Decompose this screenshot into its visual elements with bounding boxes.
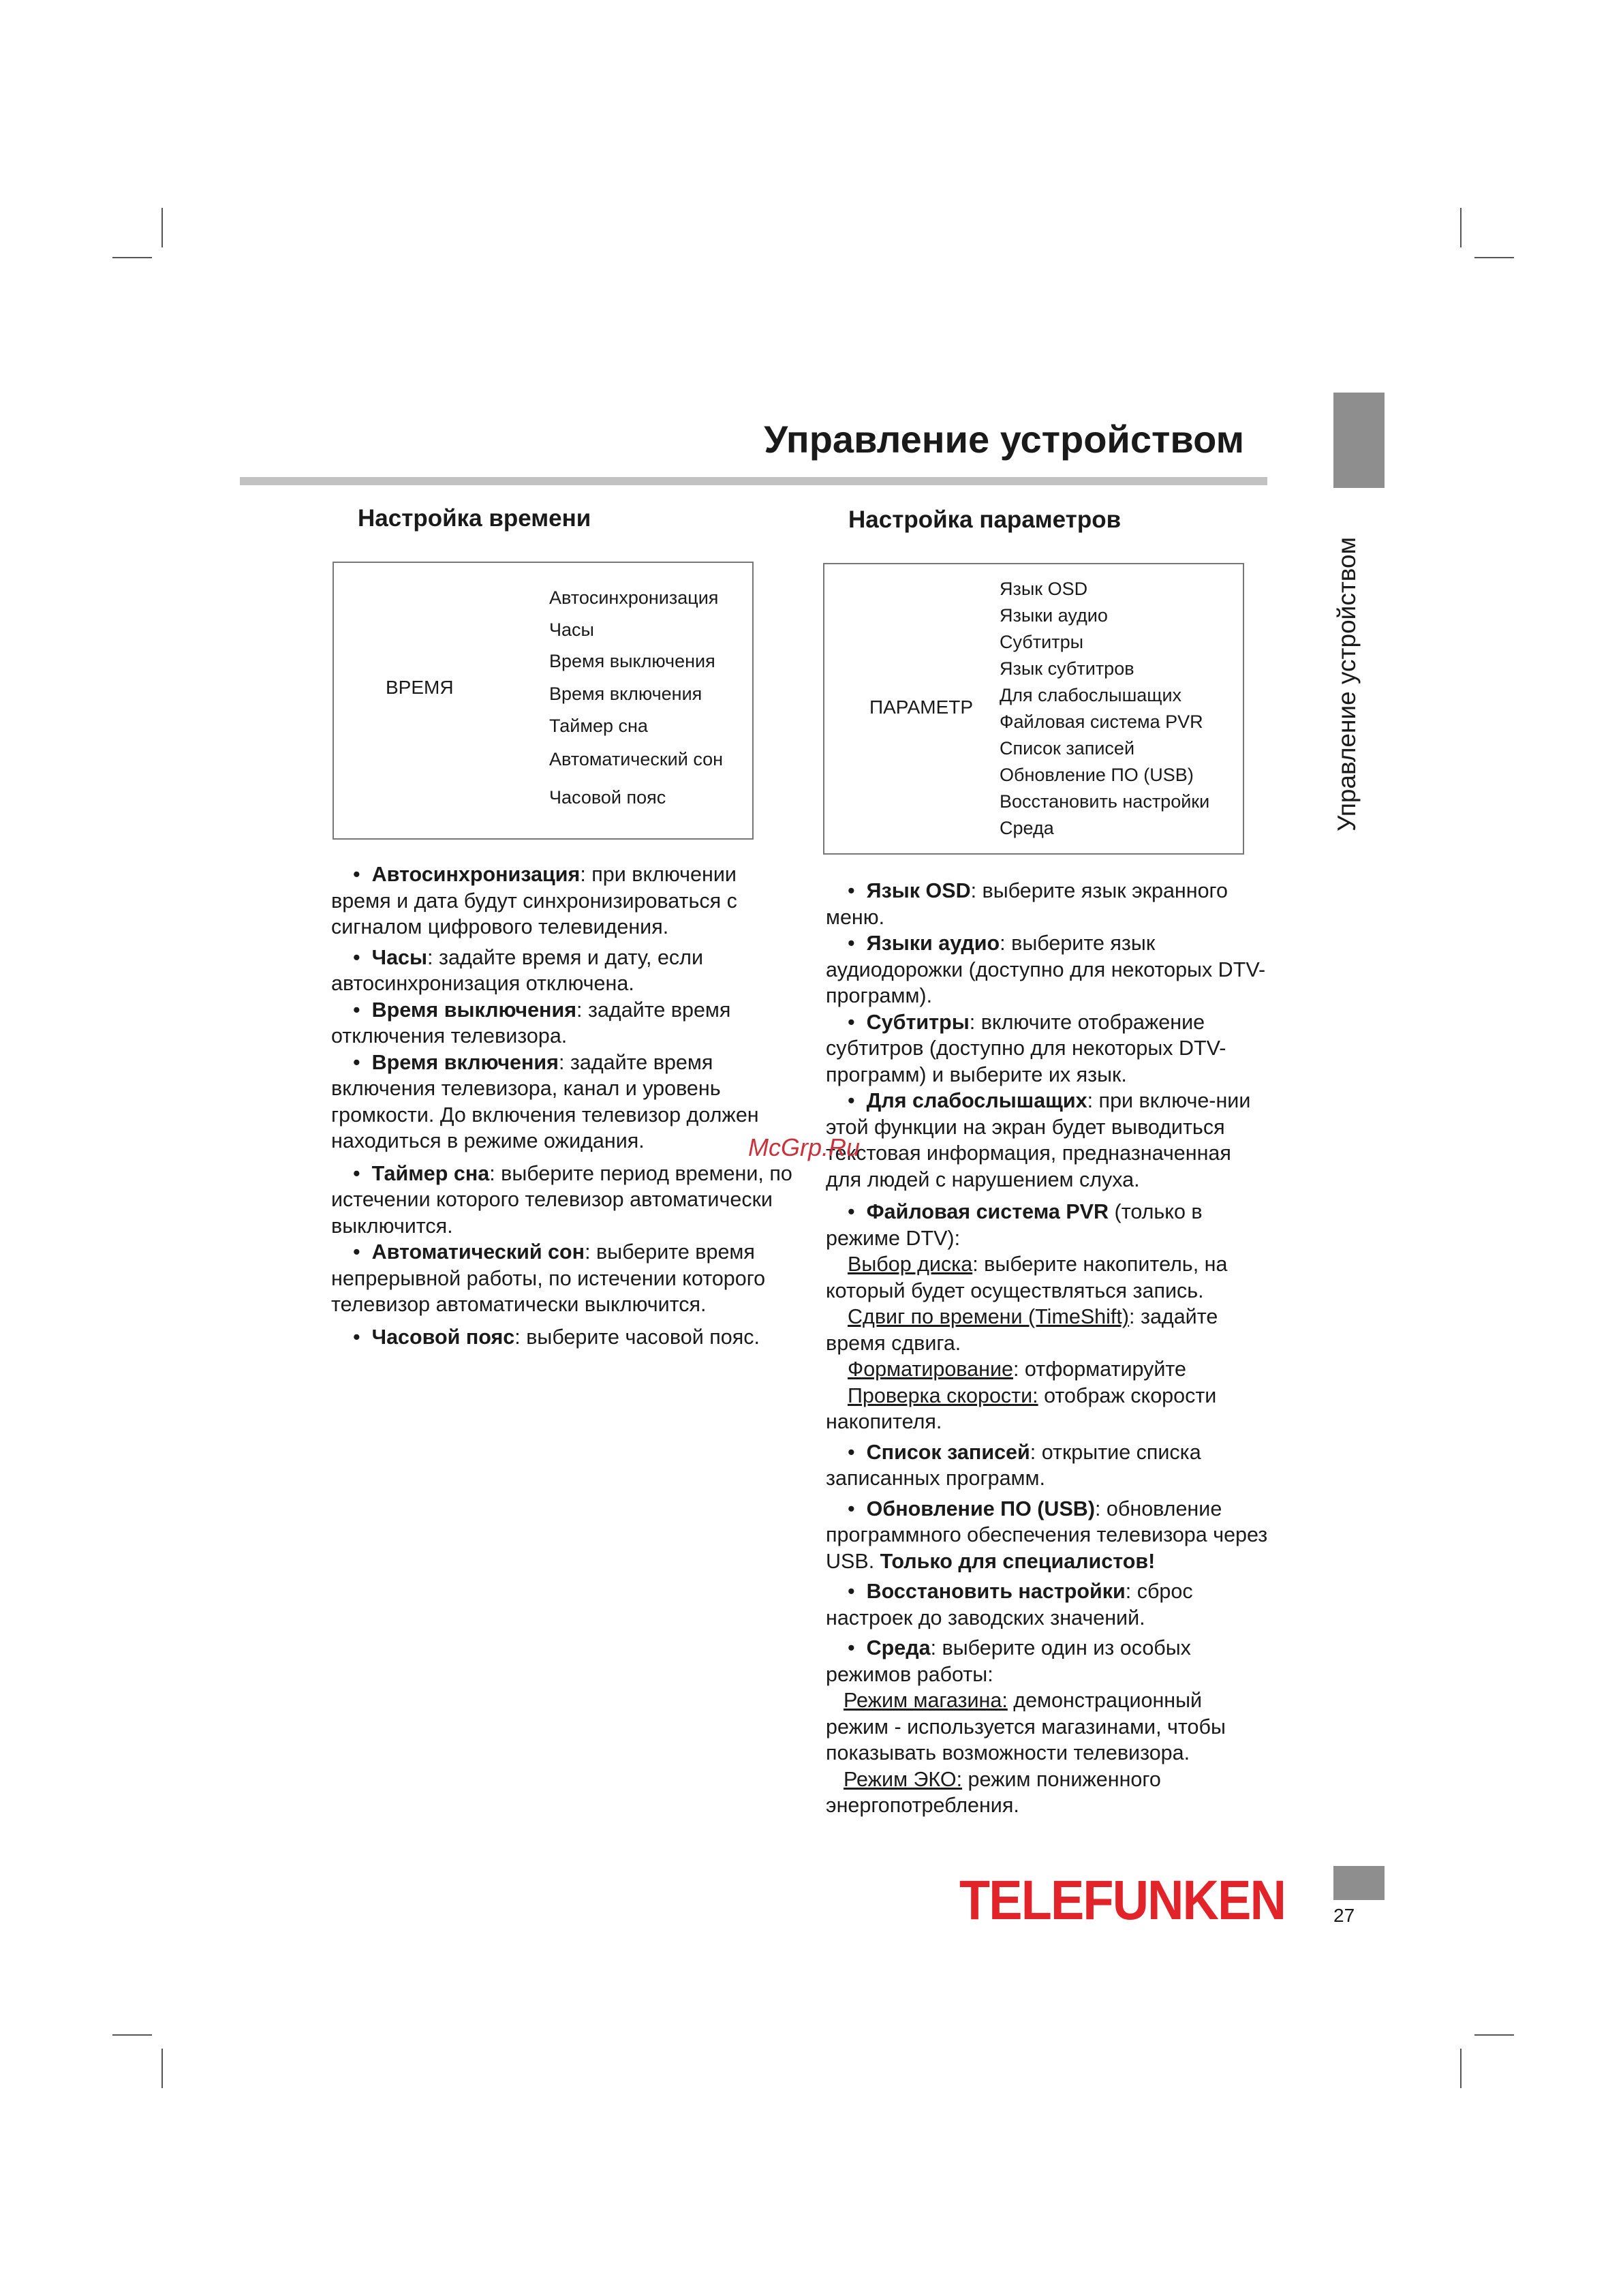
time-menu-item: Время включения — [549, 684, 702, 704]
parameter-menu-item: Среда — [1000, 818, 1054, 838]
time-menu-item: Таймер сна — [549, 716, 648, 736]
list-item: • Файловая система PVR (только в режиме DTV): — [826, 1200, 1203, 1250]
time-menu-label: ВРЕМЯ — [386, 677, 454, 698]
sub-item: Режим ЭКО: режим пониженного энергопотребления. — [826, 1767, 1161, 1817]
list-item: • Время выключения: задайте время отключения телевизора. — [331, 998, 731, 1047]
side-tab-label: Управление устройством — [1333, 536, 1361, 831]
list-item: • Обновление ПО (USB): обновление программного обеспечения телевизора через USB. Только для специалистов! — [826, 1497, 1268, 1573]
sub-item: Выбор диска: выберите накопитель, на который будет осуществляться запись. — [826, 1253, 1228, 1302]
sub-item: Режим магазина: демонстрационный режим - используется магазинами, чтобы показывать возможности телевизора. — [826, 1689, 1226, 1764]
list-item: • Восстановить настройки: сброс настроек до заводских значений. — [826, 1580, 1193, 1629]
crop-mark — [1474, 257, 1514, 258]
crop-mark — [161, 2049, 163, 2088]
list-item: • Языки аудио: выберите язык аудиодорожки (доступно для некоторых DTV-программ). — [826, 932, 1266, 1007]
parameter-settings-descriptions — [826, 878, 1269, 1819]
list-item: • Таймер сна: выберите период времени, по истечении которого телевизор автоматически выключится. — [331, 1161, 792, 1238]
parameter-menu-item: Для слабослышащих — [1000, 685, 1182, 705]
time-menu-diagram — [333, 562, 754, 840]
sub-item: Сдвиг по времени (TimeShift): задайте время сдвига. — [826, 1305, 1218, 1355]
crop-mark — [1460, 208, 1462, 247]
parameter-menu-item: Список записей — [1000, 738, 1135, 759]
crop-mark — [1460, 2049, 1462, 2088]
crop-mark — [112, 257, 152, 258]
telefunken-logo: TELEFUNKEN — [959, 1869, 1286, 1931]
parameter-settings-heading: Настройка параметров — [848, 506, 1122, 533]
list-item: • Автосинхронизация: при включении время и дата будут синхронизироваться с сигналом цифрового телевидения. — [331, 863, 737, 938]
sub-item: Форматирование: отформатируйте — [848, 1358, 1186, 1381]
parameter-menu-diagram — [823, 563, 1244, 855]
parameter-menu-item: Язык субтитров — [1000, 658, 1134, 679]
page-number-tab — [1333, 1866, 1385, 1900]
time-menu-item: Автоматический сон — [549, 749, 724, 769]
title-divider — [240, 477, 1267, 485]
parameter-menu-item: Язык OSD — [1000, 579, 1088, 599]
list-item: • Субтитры: включите отображение субтитров (доступно для некоторых DTV-программ) и выберите их язык. — [826, 1010, 1226, 1086]
side-tab-marker — [1333, 393, 1385, 488]
time-settings-heading: Настройка времени — [358, 505, 591, 532]
list-item: • Время включения: задайте время включения телевизора, канал и уровень громкости. До включения телевизор должен находиться в режиме ожидания. — [331, 1050, 759, 1152]
crop-mark — [161, 208, 163, 247]
time-menu-item: Время выключения — [549, 651, 715, 671]
parameter-menu-item: Субтитры — [1000, 632, 1084, 652]
list-item: • Список записей: открытие списка записанных программ. — [826, 1440, 1201, 1490]
time-settings-descriptions — [331, 861, 794, 1350]
page-number: 27 — [1333, 1905, 1355, 1926]
page-title: Управление устройством — [764, 418, 1244, 461]
list-item: • Часовой пояс: выберите часовой пояс. — [353, 1325, 760, 1349]
sub-item: Проверка скорости: отображ скорости накопителя. — [826, 1383, 1217, 1433]
watermark: McGrp.Ru — [748, 1133, 861, 1161]
parameter-menu-item: Восстановить настройки — [1000, 791, 1210, 812]
list-item: • Среда: выберите один из особых режимов работы: — [826, 1636, 1191, 1686]
list-item: • Язык OSD: выберите язык экранного меню. — [826, 879, 1228, 929]
crop-mark — [112, 2034, 152, 2036]
parameter-menu-item: Файловая система PVR — [1000, 711, 1203, 732]
parameter-menu-item: Языки аудио — [1000, 605, 1108, 626]
time-menu-item: Часы — [549, 619, 594, 640]
parameter-menu-label: ПАРАМЕТР — [869, 697, 974, 718]
time-menu-item: Автосинхронизация — [549, 587, 719, 608]
parameter-menu-item: Обновление ПО (USB) — [1000, 765, 1194, 785]
list-item: • Для слабослышащих: при включе-нии этой функции на экран будет выводиться текстовая информация, предназначенная для людей с нарушением слуха. — [826, 1089, 1251, 1191]
list-item: • Часы: задайте время и дату, если автосинхронизация отключена. — [331, 945, 703, 995]
list-item: • Автоматический сон: выберите время непрерывной работы, по истечении которого телевизор автоматически выключится. — [331, 1240, 766, 1316]
time-menu-item: Часовой пояс — [549, 787, 666, 808]
crop-mark — [1474, 2034, 1514, 2036]
